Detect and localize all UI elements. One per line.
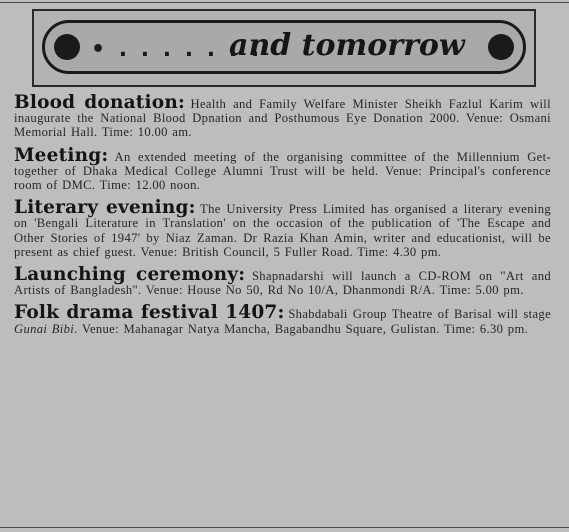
event-item-literary-evening — [14, 197, 551, 259]
event-description-end: . Venue: Mahanagar Natya Mancha, Bagabandhu Square, Gulistan. Time: 6.30 pm. — [74, 321, 529, 336]
event-item-blood-donation — [14, 92, 552, 140]
bottom-rule — [0, 527, 569, 528]
event-heading: Blood donation: — [14, 92, 185, 113]
top-rule — [0, 2, 569, 3]
banner-pill — [42, 20, 526, 74]
event-heading: Meeting: — [14, 144, 109, 166]
event-description: Health and Family Welfare Minister Sheikh Fazlul Karim will inaugurate the National Blood Dpnation and Posthumous Eye Donation 2000. Venue: Osmani Memorial Hall. Time: 10.00 am. — [14, 97, 552, 140]
event-item-folk-drama-festival — [14, 302, 552, 336]
event-description-start: Shabdabali Group Theatre of Barisal will stage — [288, 307, 552, 322]
event-heading: Launching ceremony: — [14, 264, 246, 286]
event-listings — [14, 92, 552, 345]
event-description: The University Press Limited has organised a literary evening on 'Bengali Literature in Translation' on the occasion of the publication of 'The Escape and Other Stories of 1947' by Niaz Zaman. Dr Razia Khan Amin, writer and educationist, will be present as chief guest. Venue: British Council, 5 Fuller Road. Time: 4.30 pm. — [14, 202, 551, 259]
section-banner — [32, 9, 536, 87]
play-title: Gunai Bibi — [14, 321, 75, 336]
banner-bullet-right — [488, 34, 514, 60]
event-heading: Literary evening: — [14, 197, 196, 219]
banner-dot-leader: • . . . . . . . — [91, 37, 263, 62]
event-item-launching-ceremony — [14, 264, 552, 298]
event-item-meeting — [14, 144, 551, 193]
event-description: Shapnadarshi will launch a CD-ROM on "Art and Artists of Bangladesh". Venue: House No 50, Rd No 10/A, Dhanmondi R/A. Time: 5.00 pm. — [14, 269, 552, 298]
event-description: An extended meeting of the organising committee of the Millennium Get-together of Dhaka Medical College Alumni Trust will be held. Venue: Principal's conference room of DMC. Time: 12.00 noon. — [14, 149, 551, 193]
section-title: and tomorrow — [229, 28, 465, 63]
event-heading: Folk drama festival 1407: — [14, 302, 285, 324]
banner-bullet-left — [54, 34, 80, 60]
